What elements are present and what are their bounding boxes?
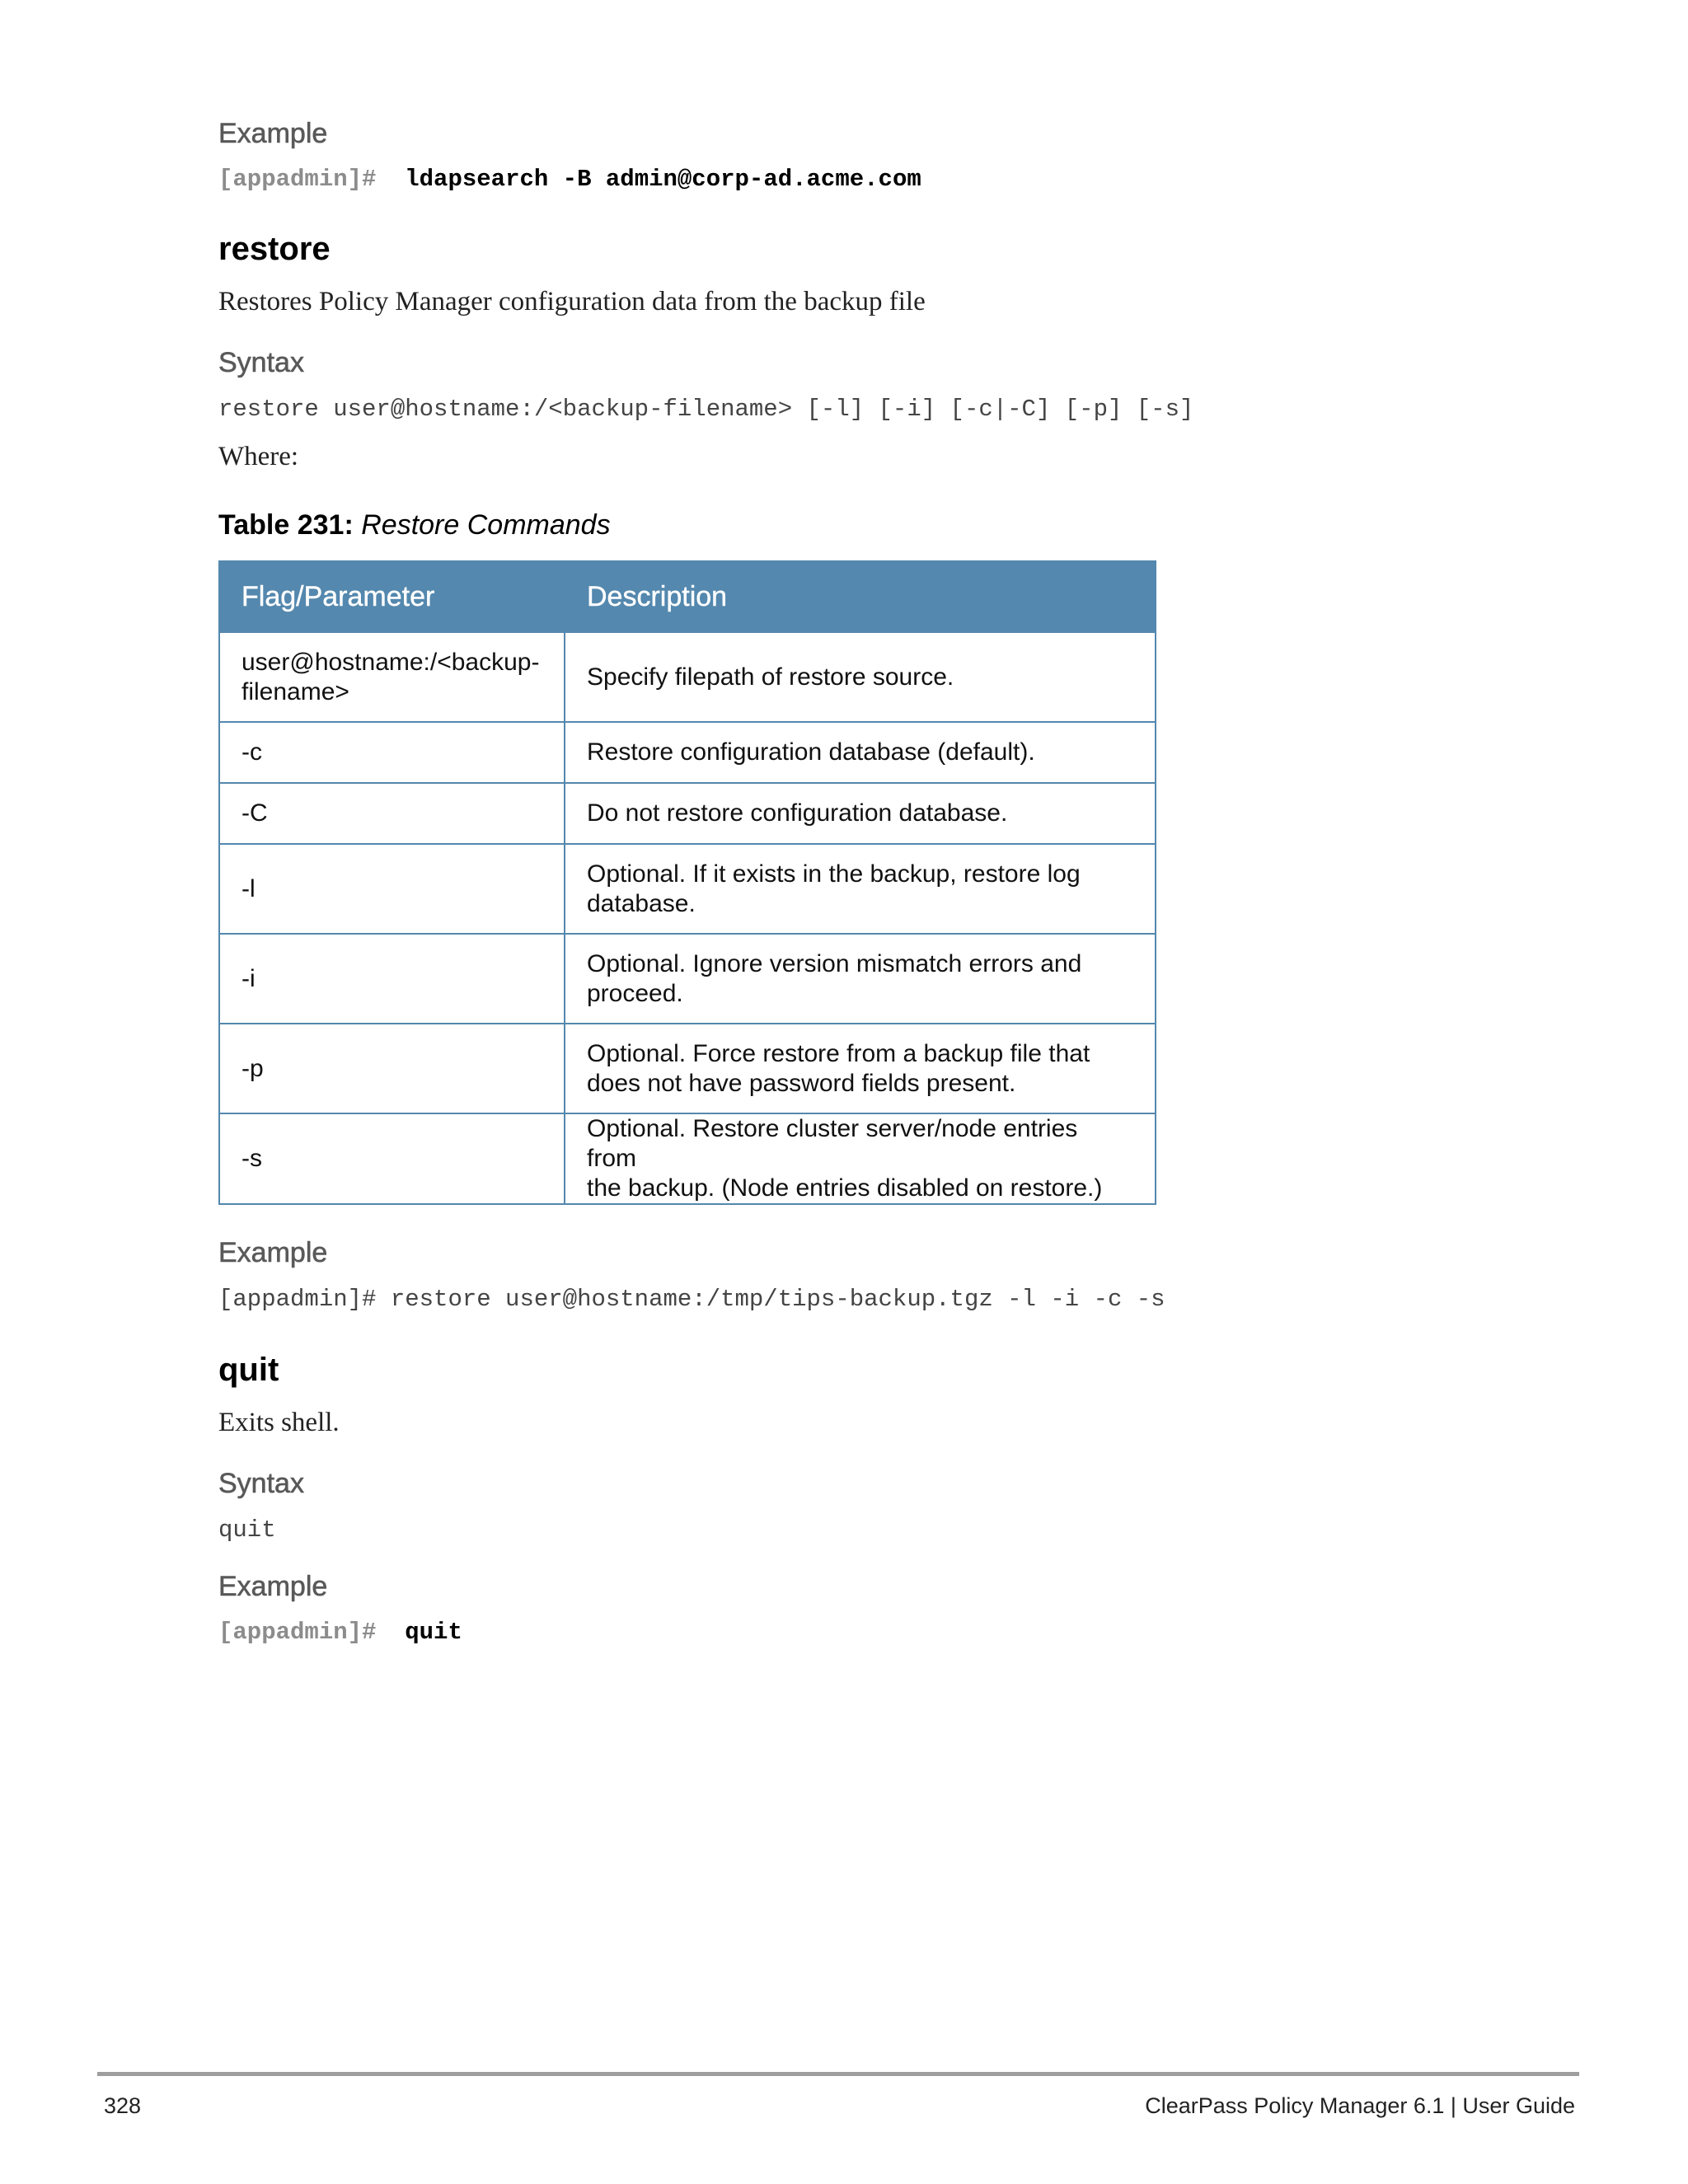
table-row xyxy=(219,934,1156,1024)
quit-syntax-heading: Syntax xyxy=(218,1468,304,1499)
description-cell: Optional. Ignore version mismatch errors and proceed. xyxy=(565,934,1156,1024)
table-row xyxy=(219,722,1156,783)
description-cell: Optional. Restore cluster server/node entries from the backup. (Node entries disabled on restore.) xyxy=(565,1113,1156,1204)
description-cell: Restore configuration database (default). xyxy=(565,722,1156,783)
table-header-row xyxy=(219,561,1156,632)
restore-where: Where: xyxy=(218,442,299,471)
ldapsearch-example-code xyxy=(218,166,921,193)
restore-example-heading: Example xyxy=(218,1237,328,1268)
restore-title: restore xyxy=(218,231,331,267)
flag-cell: -p xyxy=(219,1024,565,1113)
restore-example-code: [appadmin]# restore user@hostname:/tmp/tips-backup.tgz -l -i -c -s xyxy=(218,1286,1165,1313)
prompt: [appadmin]# xyxy=(218,166,377,193)
quit-example-heading: Example xyxy=(218,1571,328,1602)
column-header-description: Description xyxy=(565,561,1156,632)
table-row xyxy=(219,844,1156,934)
description-cell: Do not restore configuration database. xyxy=(565,783,1156,844)
quit-description: Exits shell. xyxy=(218,1408,340,1437)
prompt: [appadmin]# xyxy=(218,1619,377,1646)
description-cell: Specify filepath of restore source. xyxy=(565,632,1156,722)
table-row xyxy=(219,1024,1156,1113)
restore-commands-table xyxy=(218,560,1156,1205)
quit-example-code xyxy=(218,1619,462,1646)
table-caption-label: Table 231: xyxy=(218,509,354,541)
ldapsearch-example-heading: Example xyxy=(218,118,328,149)
table-row xyxy=(219,632,1156,722)
column-header-flag: Flag/Parameter xyxy=(219,561,565,632)
document-title: ClearPass Policy Manager 6.1 | User Guide xyxy=(1145,2093,1575,2118)
description-cell: Optional. If it exists in the backup, restore log database. xyxy=(565,844,1156,934)
quit-syntax-code: quit xyxy=(218,1516,276,1544)
flag-cell: -l xyxy=(219,844,565,934)
flag-cell: -C xyxy=(219,783,565,844)
table-caption-title: Restore Commands xyxy=(361,509,611,541)
flag-cell: -c xyxy=(219,722,565,783)
command: ldapsearch -B admin@corp-ad.acme.com xyxy=(405,166,921,193)
flag-cell: user@hostname:/<backup- filename> xyxy=(219,632,565,722)
footer-divider xyxy=(97,2072,1579,2076)
flag-cell: -s xyxy=(219,1113,565,1204)
page-number: 328 xyxy=(104,2093,142,2118)
restore-description: Restores Policy Manager configuration data from the backup file xyxy=(218,287,926,316)
description-cell: Optional. Force restore from a backup file that does not have password fields present. xyxy=(565,1024,1156,1113)
restore-syntax-heading: Syntax xyxy=(218,347,304,378)
table-row xyxy=(219,1113,1156,1204)
flag-cell: -i xyxy=(219,934,565,1024)
table-row xyxy=(219,783,1156,844)
quit-title: quit xyxy=(218,1352,279,1388)
restore-syntax-code: restore user@hostname:/<backup-filename> [-l] [-i] [-c|-C] [-p] [-s] xyxy=(218,396,1194,423)
command: quit xyxy=(405,1619,462,1646)
table-caption xyxy=(218,509,611,541)
